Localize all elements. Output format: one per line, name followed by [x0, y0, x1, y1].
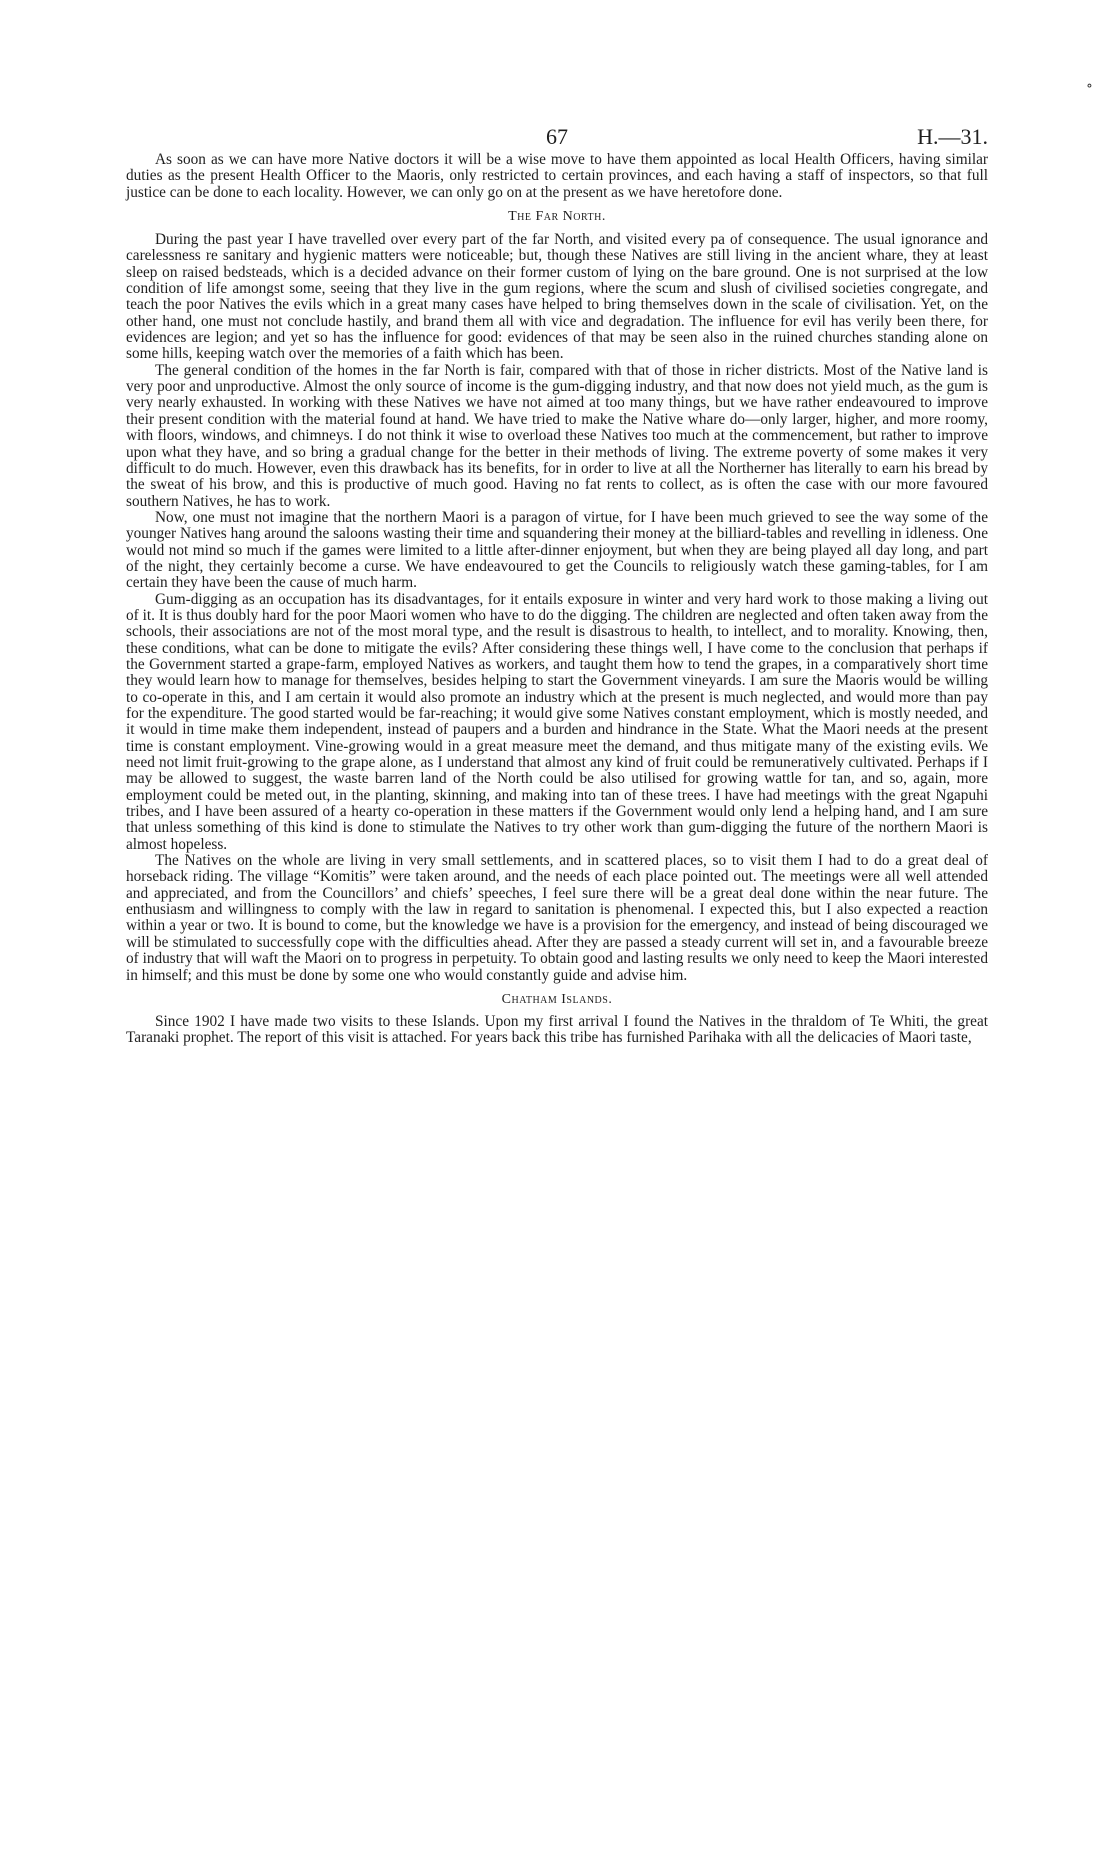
page-header [126, 118, 988, 152]
scan-speck-mark: ∘ [1086, 79, 1093, 94]
paragraph: During the past year I have travelled over every part of the far North, and visited every pa of consequence. The usual ignorance and carelessness re sanitary and hygienic matters were noticeable; but, though these Natives are still living in the ancient whare, they at least sleep on raised bedsteads, which is a decided advance on their former custom of lying on the bare ground. One is not surprised at the low condition of life amongst some, seeing that they live in the gum regions, where the scum and slush of civilised societies congregate, and teach the poor Natives the evils which in a great many cases have helped to bring themselves down in the scale of civilisation. Yet, on the other hand, one must not conclude hastily, and brand them all with vice and degradation. The influence for evil has verily been there, for evidences are legion; and yet so has the influence for good: evidences of that may be seen also in the ruined churches standing alone on some hills, keeping watch over the memories of a faith which has been. [126, 231, 988, 363]
document-body [126, 152, 988, 1047]
page-number: 67 [546, 124, 568, 149]
document-page [126, 118, 988, 1047]
paragraph: As soon as we can have more Native doctors it will be a wise move to have them appointed as local Health Officers, having similar duties as the present Health Officer to the Maoris, only restricted to certain provinces, and each having a staff of inspectors, so that full justice can be done to each locality. However, we can only go on at the present as we have heretofore done. [126, 151, 988, 201]
document-code: H.—31. [917, 124, 988, 149]
paragraph: Now, one must not imagine that the northern Maori is a paragon of virtue, for I have been much grieved to see the way some of the younger Natives hang around the saloons wasting their time and squandering their money at the billiard-tables and revelling in idleness. One would not mind so much if the games were limited to a little after-dinner enjoyment, but when they are being played all day long, and part of the night, they certainly become a curse. We have endeavoured to get the Councils to religiously watch these gaming-tables, for I am certain they have been the cause of much harm. [126, 508, 988, 592]
section-heading-chatham-islands: Chatham Islands. [501, 991, 613, 1007]
paragraph: Since 1902 I have made two visits to these Islands. Upon my first arrival I found the Natives in the thraldom of Te Whiti, the great Taranaki prophet. The report of this visit is attached. For years back this tribe has furnished Parihaka with all the delicacies of Maori taste, [126, 1012, 988, 1047]
paragraph: Gum-digging as an occupation has its disadvantages, for it entails exposure in winter and very hard work to those making a living out of it. It is thus doubly hard for the poor Maori women who have to do the digging. The children are neglected and often taken away from the schools, their associations are not of the most moral type, and the result is disastrous to health, to intellect, and to morality. Knowing, then, these conditions, what can be done to mitigate the evils? After considering these things well, I have come to the conclusion that perhaps if the Government started a grape-farm, employed Natives as workers, and taught them how to tend the grapes, in a comparatively short time they would learn how to manage for themselves, besides helping to start the Government vineyards. I am sure the Maoris would be willing to co-operate in this, and I am certain it would also promote an industry which at the present is much neglected, and would more than pay for the expenditure. The good started would be far-reaching; it would give some Natives constant employment, which is mostly needed, and it would in time make them independent, instead of paupers and a burden and hindrance in the State. What the Maori needs at the present time is constant employment. Vine-growing would in a great measure meet the demand, and thus mitigate many of the existing evils. We need not limit fruit-growing to the grape alone, as I understand that almost any kind of fruit could be remuneratively cultivated. Perhaps if I may be allowed to suggest, the waste barren land of the North could be also utilised for growing wattle for tan, and so, again, more employment could be meted out, in the planting, skinning, and making into tan of these trees. I have had meetings with the great Ngapuhi tribes, and I have been assured of a hearty co-operation in these matters if the Government would only lend a helping hand, and I am sure that unless something of this kind is done to stimulate the Natives to try other work than gum-digging the future of the northern Maori is almost hopeless. [126, 590, 988, 853]
section-heading-far-north: The Far North. [508, 209, 606, 225]
paragraph: The Natives on the whole are living in very small settlements, and in scattered places, so to visit them I had to do a great deal of horseback riding. The village “Komitis” were taken around, and the needs of each place pointed out. The meetings were all well attended and appreciated, and from the Councillors’ and chiefs’ speeches, I feel sure there will be a great deal done within the near future. The enthusiasm and willingness to comply with the law in regard to sanitation is phenomenal. I expected this, but I also expected a reaction within a year or two. It is bound to come, but the knowledge we have is a provision for the emergency, and instead of being discouraged we will be stimulated to successfully cope with the difficulties ahead. After they are passed a steady current will set in, and a favourable breeze of industry that will waft the Maori on to progress in perpetuity. To obtain good and lasting results we only need to keep the Maori interested in himself; and this must be done by some one who would constantly guide and advise him. [126, 852, 988, 984]
paragraph: The general condition of the homes in the far North is fair, compared with that of those in richer districts. Most of the Native land is very poor and unproductive. Almost the only source of income is the gum-digging industry, and that now does not yield much, as the gum is very nearly exhausted. In working with these Natives we have not aimed at too many things, but we have rather endeavoured to improve their present condition with the material found at hand. We have tried to make the Native whare do—only larger, higher, and more roomy, with floors, windows, and chimneys. I do not think it wise to overload these Natives too much at the commencement, but rather to improve upon what they have, and so bring a gradual change for the better in their methods of living. The extreme poverty of some makes it very difficult to do much. However, even this drawback has its benefits, for in order to live at all the Northerner has literally to earn his bread by the sweat of his brow, and this is productive of much good. Having no fat rents to collect, as is often the case with our more favoured southern Natives, he has to work. [126, 361, 988, 510]
